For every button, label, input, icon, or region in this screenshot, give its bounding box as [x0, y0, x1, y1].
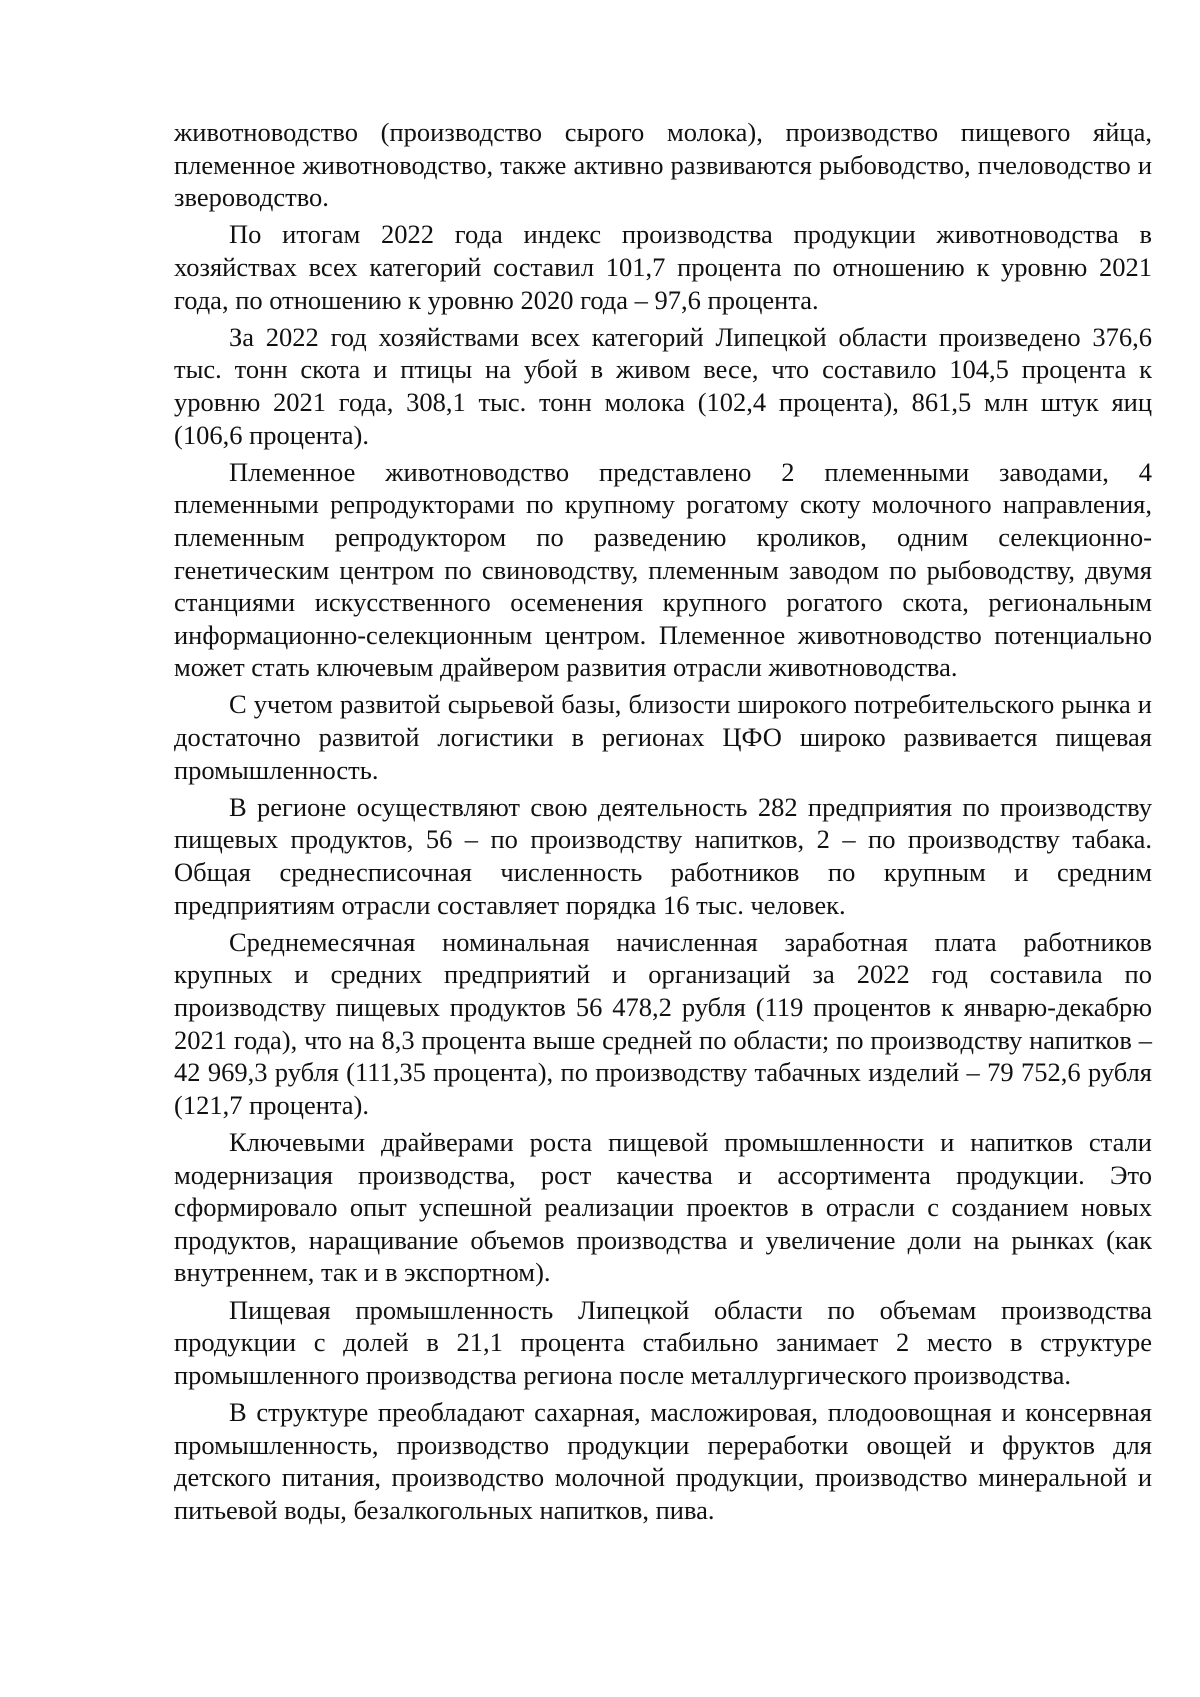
- paragraph-wages: Среднемесячная номинальная начисленная заработная плата работников крупных и средних предприятий и организаций за 2022 год составила по производству пищевых продуктов 56 478,2 рубля (119 процентов к январю-декабрю 2021 года), что на 8,3 процента выше средней по области; по производству напитков – 42 969,3 рубля (111,35 процента), по производству табачных изделий – 79 752,6 рубля (121,7 процента).: [174, 926, 1152, 1120]
- paragraph-industry-share: Пищевая промышленность Липецкой области по объемам производства продукции с долей в 21,1 процента стабильно занимает 2 место в структуре промышленного производства региона после металлургического производства.: [174, 1294, 1152, 1390]
- paragraph-growth-drivers: Ключевыми драйверами роста пищевой промышленности и напитков стали модернизация производства, рост качества и ассортимента продукции. Это сформировало опыт успешной реализации проектов в отрасли с созданием новых продуктов, наращивание объемов производства и увеличение доли на рынках (как внутреннем, так и в экспортном).: [174, 1126, 1152, 1288]
- paragraph-livestock-continuation: животноводство (производство сырого молока), производство пищевого яйца, племенное животноводство, также активно развиваются рыбоводство, пчеловодство и звероводство.: [174, 117, 1152, 213]
- paragraph-food-industry-base: С учетом развитой сырьевой базы, близости широкого потребительского рынка и достаточно развитой логистики в регионах ЦФО широко развивается пищевая промышленность.: [174, 689, 1152, 785]
- document-body: [174, 116, 1152, 1531]
- paragraph-industry-structure: В структуре преобладают сахарная, масложировая, плодоовощная и консервная промышленность, производство продукции переработки овощей и фруктов для детского питания, производство молочной продукции, производство минеральной и питьевой воды, безалкогольных напитков, пива.: [174, 1396, 1152, 1525]
- paragraph-production-volumes: За 2022 год хозяйствами всех категорий Липецкой области произведено 376,6 тыс. тонн скота и птицы на убой в живом весе, что составило 104,5 процента к уровню 2021 года, 308,1 тыс. тонн молока (102,4 процента), 861,5 млн штук яиц (106,6 процента).: [174, 321, 1152, 450]
- paragraph-production-index: По итогам 2022 года индекс производства продукции животноводства в хозяйствах всех категорий составил 101,7 процента по отношению к уровню 2021 года, по отношению к уровню 2020 года – 97,6 процента.: [174, 219, 1152, 315]
- paragraph-enterprises: В регионе осуществляют свою деятельность 282 предприятия по производству пищевых продуктов, 56 – по производству напитков, 2 – по производству табака. Общая среднесписочная численность работников по крупным и средним предприятиям отрасли составляет порядка 16 тыс. человек.: [174, 791, 1152, 920]
- paragraph-breeding: Племенное животноводство представлено 2 племенными заводами, 4 племенными репродукторами по крупному рогатому скоту молочного направления, племенным репродуктором по разведению кроликов, одним селекционно-генетическим центром по свиноводству, племенным заводом по рыбоводству, двумя станциями искусственного осеменения крупного рогатого скота, региональным информационно-селекционным центром. Племенное животноводство потенциально может стать ключевым драйвером развития отрасли животноводства.: [174, 456, 1152, 683]
